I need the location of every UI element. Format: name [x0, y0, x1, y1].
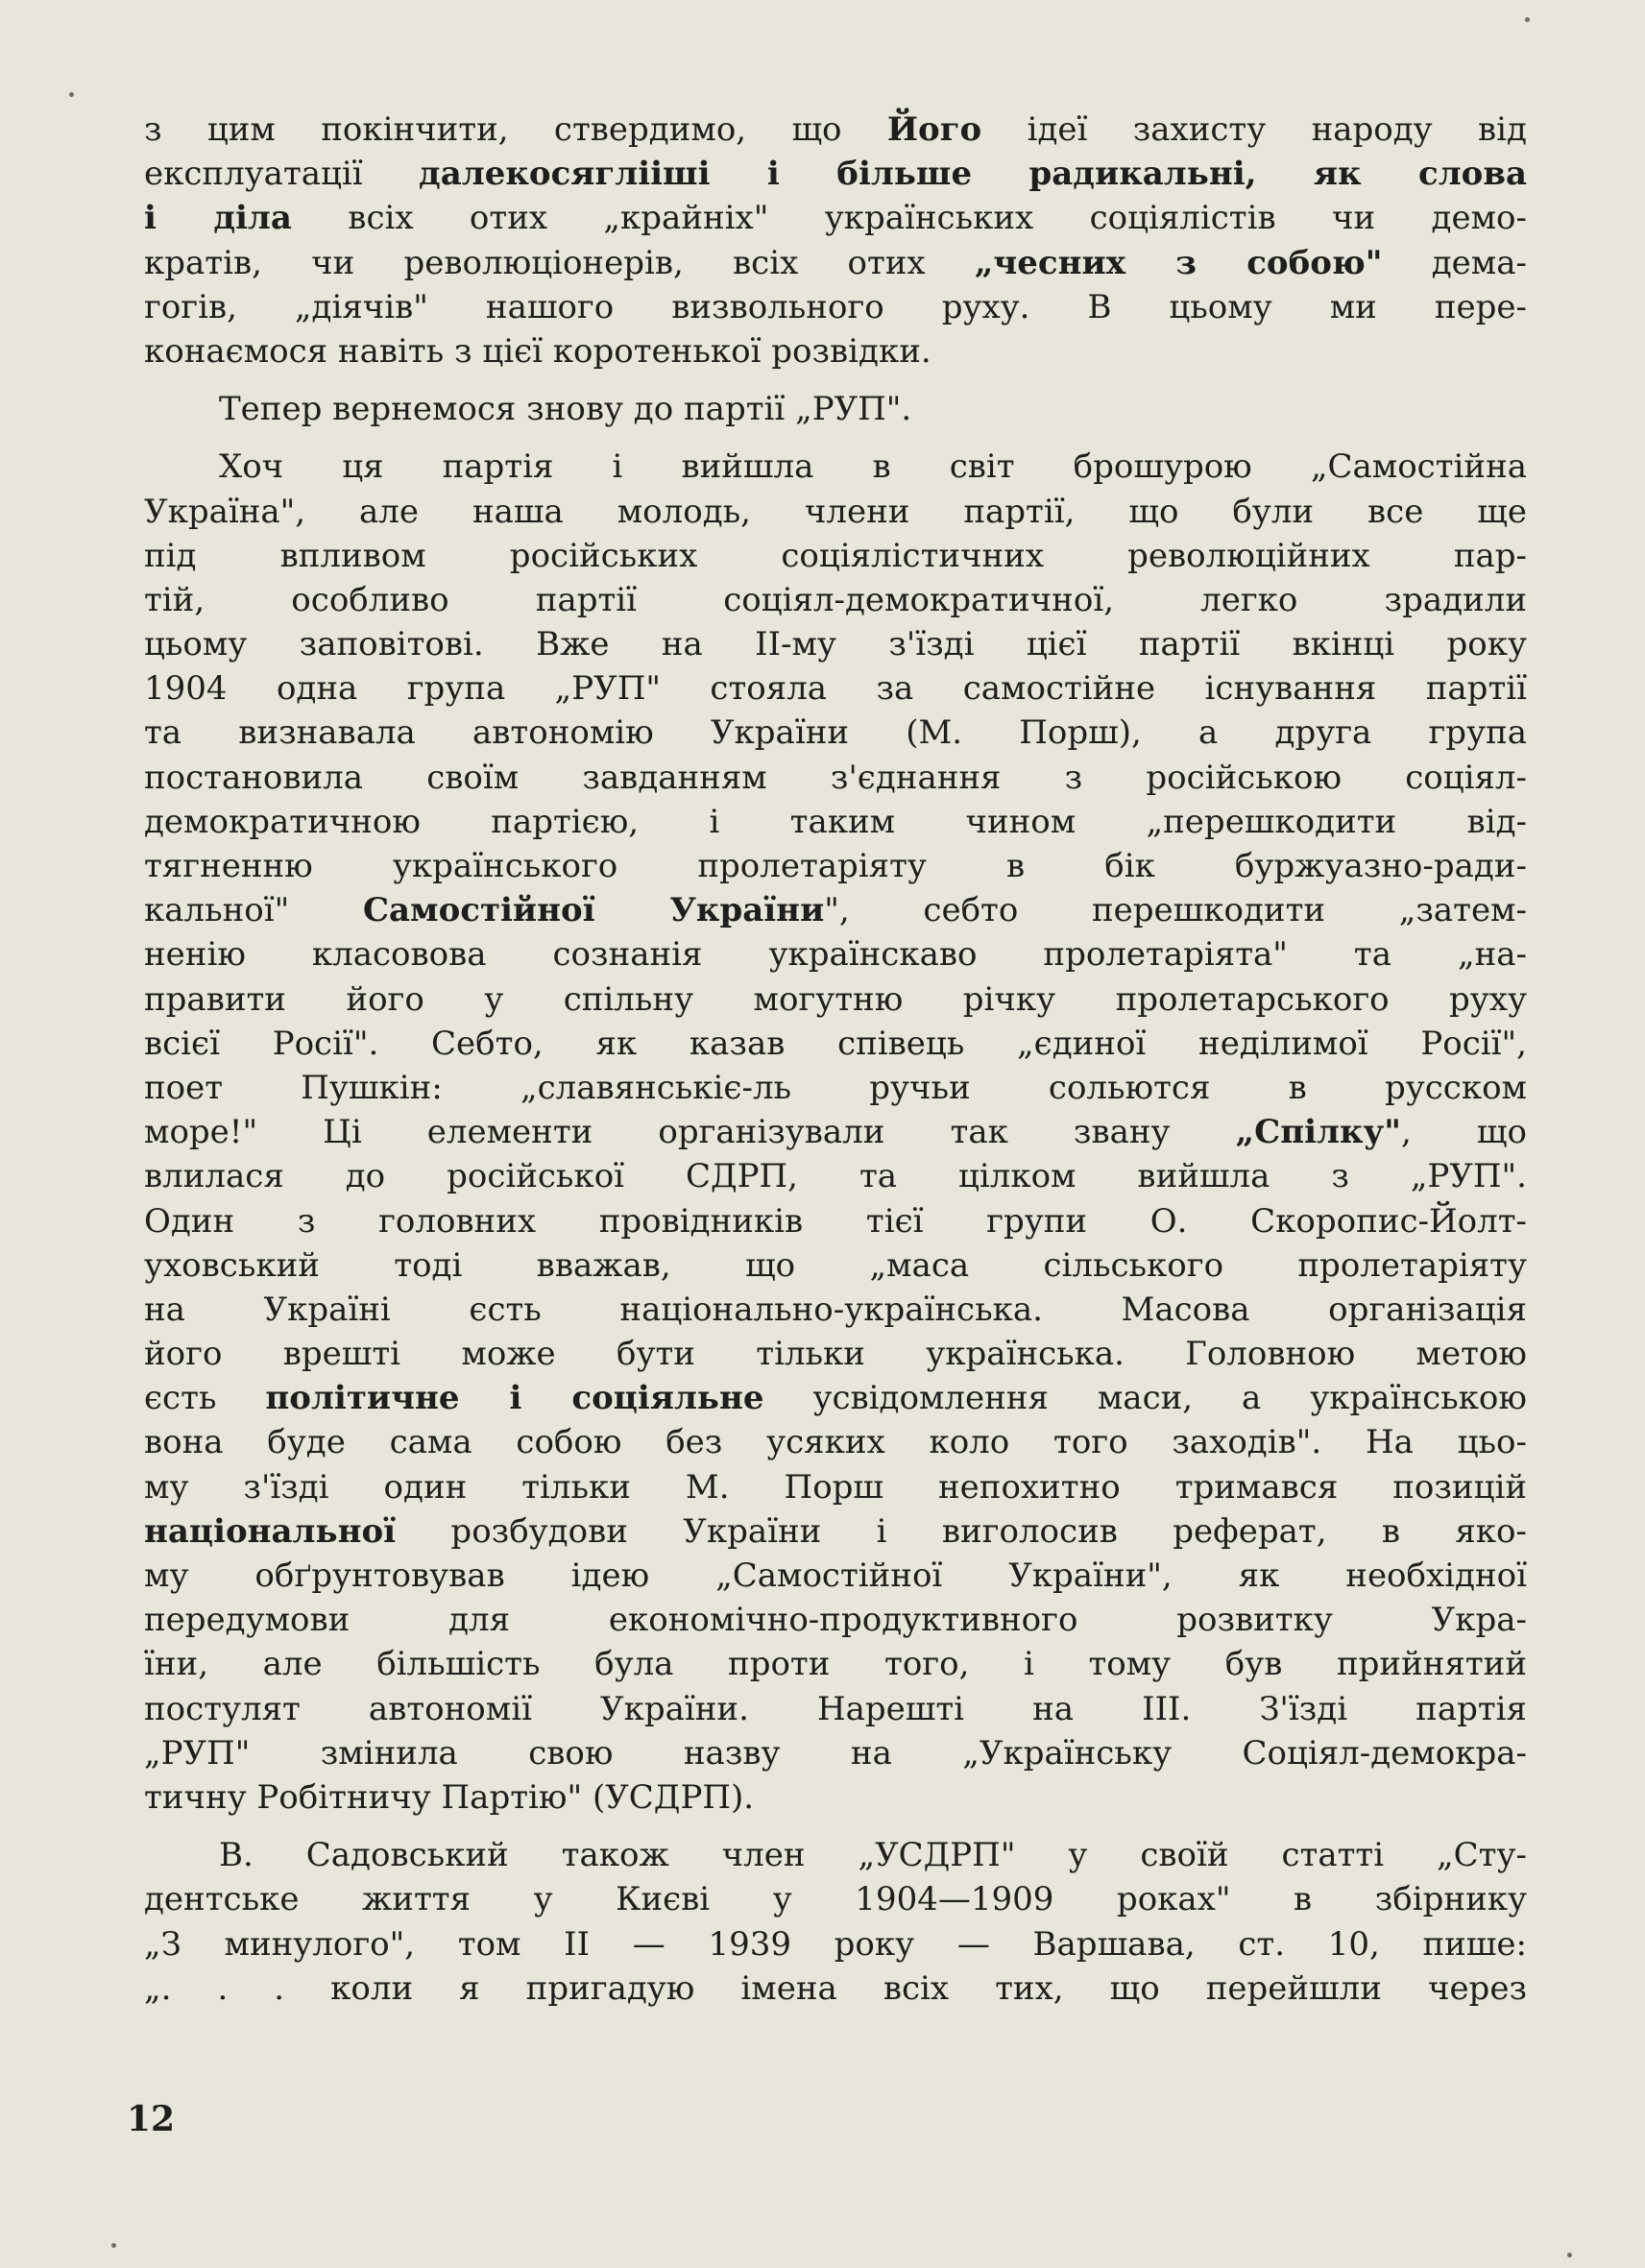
text-segment: постановила своїм завданням з'єднання з російською соціял- — [144, 758, 1527, 797]
text-segment: тій, особливо партії соціял-демократичної, легко зрадили — [144, 580, 1527, 619]
text-line — [144, 196, 1527, 240]
text-line — [144, 1642, 1527, 1686]
text-segment: , що — [1401, 1113, 1527, 1152]
text-segment: влилася до російської СДРП, та цілком вийшла з „РУП". — [144, 1157, 1527, 1196]
text-segment: дентське життя у Києві у 1904—1909 роках" в збірнику — [144, 1880, 1527, 1919]
text-segment: з цим покінчити, ствердимо, що — [144, 110, 887, 149]
text-line — [144, 666, 1527, 711]
text-segment: цьому заповітові. Вже на II-му з'їзді цієї партії вкінці року — [144, 625, 1527, 664]
text-line — [144, 285, 1527, 329]
text-segment: тягненню українського пролетаріяту в бік буржуазно-ради- — [144, 847, 1527, 885]
text-line — [144, 1154, 1527, 1198]
text-line — [144, 622, 1527, 666]
text-segment: Хоч ця партія і вийшла в світ брошурою „Самостійна — [219, 447, 1527, 487]
text-line — [144, 578, 1527, 622]
bold-text-segment: „чесних з собою" — [974, 243, 1383, 282]
text-line — [144, 1376, 1527, 1420]
page-number: 12 — [127, 2099, 176, 2139]
text-segment: 1904 одна група „РУП" стояла за самостійне існування партії — [144, 669, 1527, 709]
text-segment: Тепер вернемося знову до партії „РУП". — [219, 390, 912, 429]
text-segment: море!" Ці елементи організували так звану — [144, 1113, 1236, 1152]
text-line — [144, 1243, 1527, 1288]
text-line — [144, 152, 1527, 196]
text-segment: гогів, „діячів" нашого визвольного руху. В цьому ми пере- — [144, 287, 1527, 326]
text-segment: му обґрунтовував ідею „Самостійної України", як необхідної — [144, 1556, 1527, 1595]
text-segment: Україна", але наша молодь, члени партії, що були все ще — [144, 492, 1527, 531]
print-speck — [1525, 17, 1530, 22]
text-line — [144, 1199, 1527, 1243]
text-segment: кратів, чи революціонерів, всіх отих — [144, 243, 975, 282]
text-line — [144, 800, 1527, 844]
text-line — [144, 108, 1527, 152]
text-segment: його врешті може бути тільки українська. Головною метою — [144, 1335, 1527, 1374]
text-segment: постулят автономії України. Нарешті на III. З'їзді партія — [144, 1689, 1527, 1728]
text-segment: конаємося навіть з цієї коротенької розвідки. — [144, 331, 931, 371]
text-line — [144, 1288, 1527, 1332]
bold-text-segment: Його — [886, 110, 982, 149]
text-segment: правити його у спільну могутню річку пролетарського руху — [144, 979, 1527, 1019]
text-line — [144, 1731, 1527, 1775]
text-segment: їни, але більшість була проти того, і тому був прийнятий — [144, 1645, 1527, 1684]
text-segment: розбудови України і виголосив реферат, в яко- — [396, 1511, 1527, 1551]
text-line — [144, 445, 1527, 489]
text-line — [144, 711, 1527, 755]
text-line — [144, 844, 1527, 888]
text-line — [144, 977, 1527, 1022]
text-segment: „РУП" змінила свою назву на „Українську Соціял-демокра- — [144, 1733, 1527, 1773]
bold-text-segment: національної — [144, 1511, 397, 1551]
bold-text-segment: Самостійної України — [362, 891, 825, 930]
text-line — [144, 490, 1527, 534]
text-segment: ідеї захисту народу від — [981, 110, 1527, 149]
text-segment: кальної" — [144, 891, 363, 930]
text-segment: під впливом російських соціялістичних революційних пар- — [144, 536, 1527, 575]
text-segment: ненію класовова сознанія українскаво пролетарiята" та „на- — [144, 935, 1527, 975]
text-segment: демократичною партією, і таким чином „перешкодити від- — [144, 802, 1527, 841]
text-line — [144, 1110, 1527, 1154]
page-text — [144, 108, 1527, 2011]
text-line — [144, 1877, 1527, 1921]
text-line — [144, 1420, 1527, 1464]
text-line — [144, 329, 1527, 374]
print-speck — [69, 92, 74, 97]
text-line — [144, 1922, 1527, 1966]
text-line — [144, 387, 1527, 431]
text-segment: всіх отих „крайніх" українських соціялістів чи демо- — [291, 199, 1527, 238]
print-speck — [1567, 2253, 1572, 2257]
text-segment: поет Пушкін: „славянськіє-ль ручьи сольются в русском — [144, 1068, 1527, 1107]
text-segment: дема- — [1382, 243, 1528, 282]
text-segment: му з'їзді один тільки М. Порш непохитно тримався позицій — [144, 1467, 1527, 1507]
text-line — [144, 1465, 1527, 1509]
text-segment: „. . . коли я пригадую імена всіх тих, що перейшли через — [144, 1968, 1527, 2008]
text-line — [144, 1509, 1527, 1554]
text-segment: Один з головних провідників тієї групи О. Скоропис-Йолт- — [144, 1201, 1527, 1241]
text-segment: „З минулого", том II — 1939 року — Варшава, ст. 10, пише: — [144, 1924, 1527, 1964]
text-line — [144, 1833, 1527, 1877]
text-segment: та визнавала автономію України (М. Порш), а друга група — [144, 713, 1527, 753]
text-line — [144, 1066, 1527, 1110]
text-line — [144, 241, 1527, 285]
text-line — [144, 1598, 1527, 1642]
text-segment: експлуатації — [144, 155, 420, 194]
text-segment: на Україні єсть національно-українська. Масова організація — [144, 1290, 1527, 1329]
bold-text-segment: далекосяглііші і більше радикальні, як слова — [419, 155, 1527, 194]
text-line — [144, 1554, 1527, 1598]
text-line — [144, 1966, 1527, 2011]
text-segment: всієї Росії". Себто, як казав співець „єдиної неділимої Росії", — [144, 1024, 1527, 1063]
text-segment: вона буде сама собою без усяких коло того заходів". На цьо- — [144, 1423, 1527, 1462]
text-line — [144, 888, 1527, 932]
text-segment: передумови для економічно-продуктивного розвитку Укра- — [144, 1601, 1527, 1640]
text-line — [144, 534, 1527, 578]
text-line — [144, 1022, 1527, 1066]
text-segment: єсть — [144, 1379, 266, 1418]
text-segment: уховський тоді вважав, що „маса сільського пролетаріяту — [144, 1245, 1527, 1285]
text-line — [144, 1687, 1527, 1731]
bold-text-segment: і діла — [144, 199, 292, 238]
bold-text-segment: „Спілку" — [1235, 1113, 1402, 1152]
bold-text-segment: політичне і соціяльне — [265, 1379, 764, 1418]
text-segment: В. Садовський також член „УСДРП" у своїй статті „Сту- — [219, 1836, 1527, 1875]
text-segment: усвідомлення маси, а українською — [763, 1379, 1527, 1418]
text-line — [144, 932, 1527, 977]
text-segment: тичну Робітничу Партію" (УСДРП). — [144, 1777, 755, 1817]
text-segment: ", себто перешкодити „затем- — [824, 891, 1527, 930]
text-line — [144, 1775, 1527, 1820]
text-line — [144, 1332, 1527, 1376]
print-speck — [111, 2243, 116, 2248]
text-line — [144, 756, 1527, 800]
